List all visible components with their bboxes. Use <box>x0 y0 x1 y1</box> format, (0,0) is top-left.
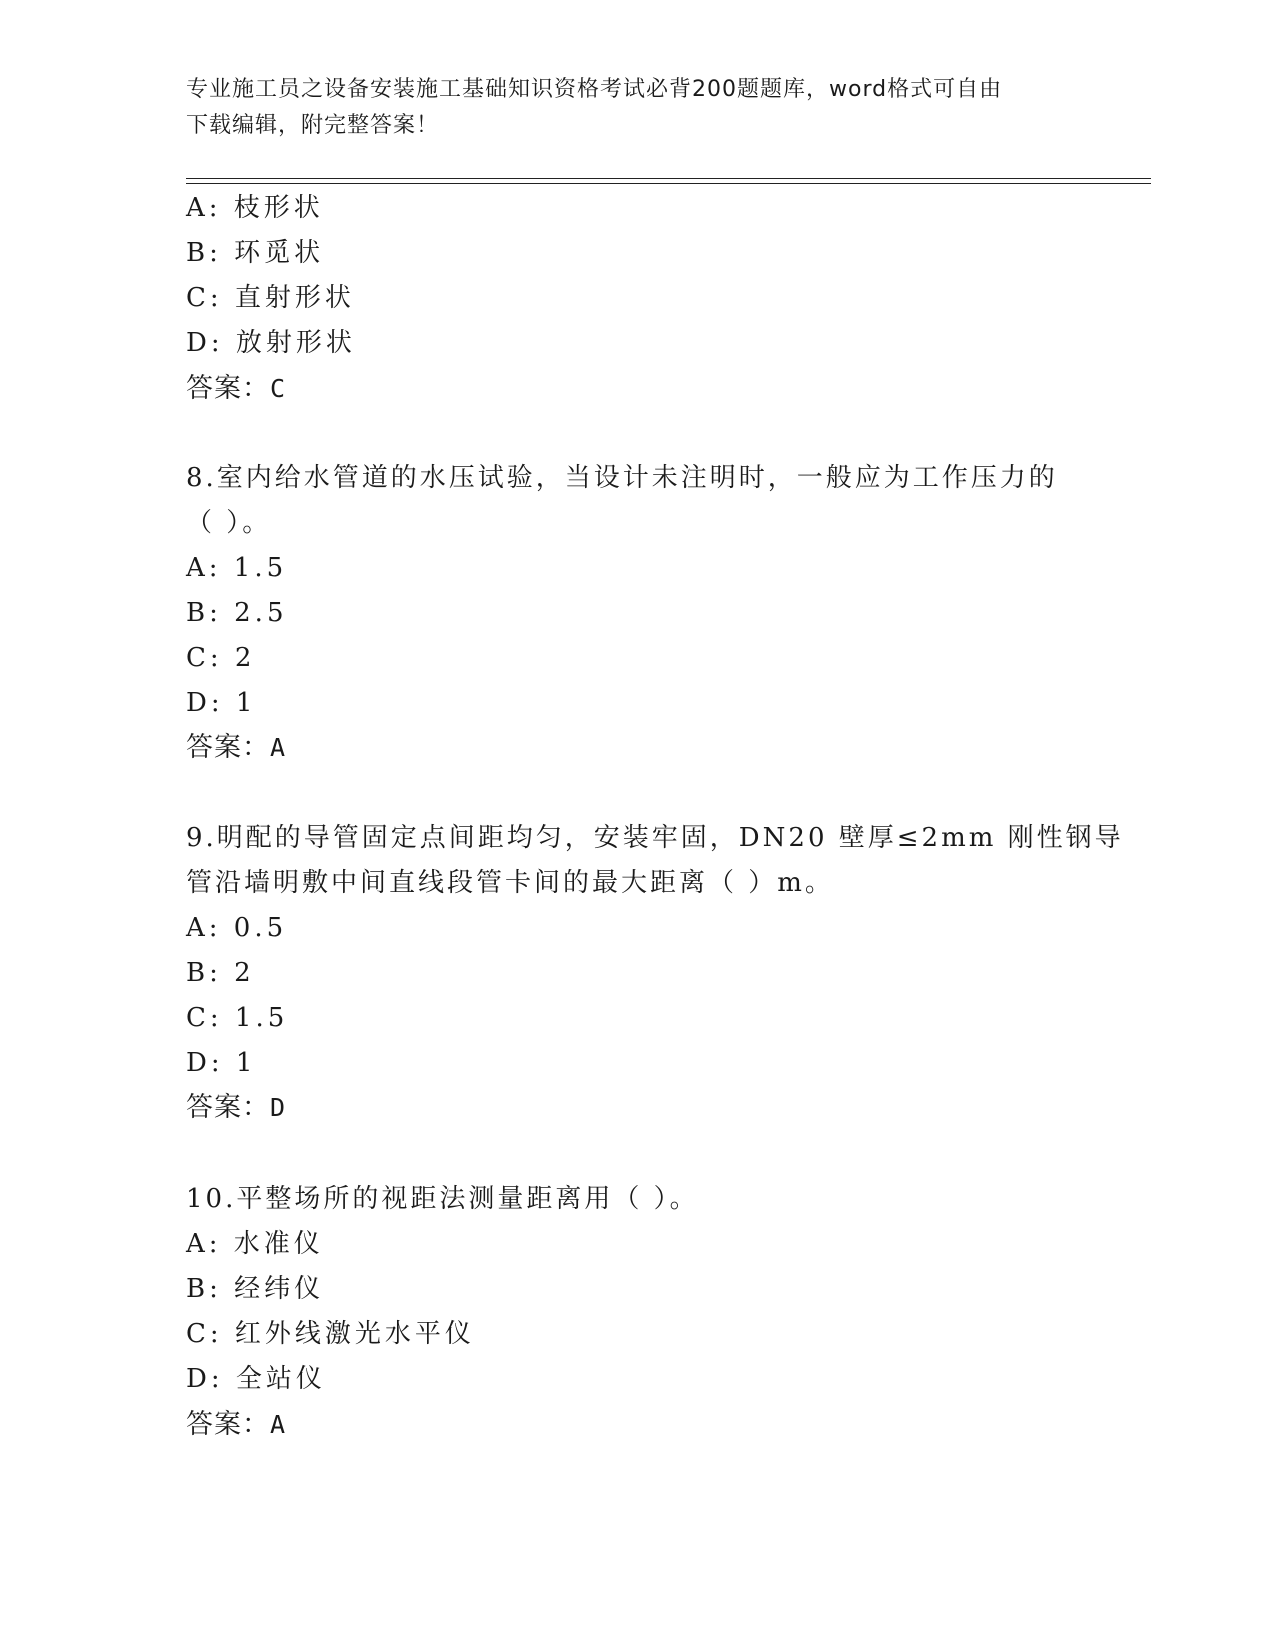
q10-option-d: D: 全站仪 <box>186 1364 326 1394</box>
q8-option-b: B: 2.5 <box>186 598 288 628</box>
q8-option-a: A: 1.5 <box>186 553 288 583</box>
q7-option-b: B: 环觅状 <box>186 238 325 268</box>
q9-answer-value: D <box>270 1093 287 1122</box>
q10-option-a: A: 水准仪 <box>186 1229 324 1259</box>
q8-answer-label: 答案： <box>186 732 270 763</box>
q10-answer-value: A <box>270 1410 287 1439</box>
q10-answer <box>186 1409 286 1441</box>
q10-option-c: C: 红外线激光水平仪 <box>186 1319 475 1349</box>
q9-option-d: D: 1 <box>186 1048 257 1078</box>
q10-option-b: B: 经纬仪 <box>186 1274 325 1304</box>
q9-stem-line-1: 9.明配的导管固定点间距均匀，安装牢固，DN20 壁厚≤2mm 刚性钢导 <box>186 823 1124 853</box>
q8-stem-line-2: （ ）。 <box>186 508 272 538</box>
header-divider-top <box>186 178 1151 179</box>
q9-answer <box>186 1092 286 1124</box>
q10-stem-line-1: 10.平整场所的视距法测量距离用（ ）。 <box>186 1184 699 1214</box>
q7-option-c: C: 直射形状 <box>186 283 355 313</box>
q9-stem-line-2: 管沿墙明敷中间直线段管卡间的最大距离（ ）m。 <box>186 868 834 898</box>
q8-stem-line-1: 8.室内给水管道的水压试验，当设计未注明时，一般应为工作压力的 <box>186 463 1058 493</box>
q9-option-a: A: 0.5 <box>186 913 288 943</box>
header-line-1: 专业施工员之设备安装施工基础知识资格考试必背200题题库，word格式可自由 <box>186 77 1003 102</box>
q7-answer-value: C <box>270 374 287 403</box>
header-divider-bottom <box>186 183 1151 184</box>
header-line-2: 下载编辑，附完整答案！ <box>186 113 440 138</box>
q8-answer <box>186 732 286 764</box>
q7-option-d: D: 放射形状 <box>186 328 356 358</box>
q8-option-d: D: 1 <box>186 688 257 718</box>
document-header <box>186 72 1086 144</box>
q7-answer-label: 答案： <box>186 373 270 404</box>
q9-option-c: C: 1.5 <box>186 1003 289 1033</box>
q9-answer-label: 答案： <box>186 1092 270 1123</box>
q8-option-c: C: 2 <box>186 643 256 673</box>
q7-answer <box>186 373 286 405</box>
q9-option-b: B: 2 <box>186 958 255 988</box>
q8-answer-value: A <box>270 733 287 762</box>
q7-option-a: A: 枝形状 <box>186 193 324 223</box>
q10-answer-label: 答案： <box>186 1409 270 1440</box>
